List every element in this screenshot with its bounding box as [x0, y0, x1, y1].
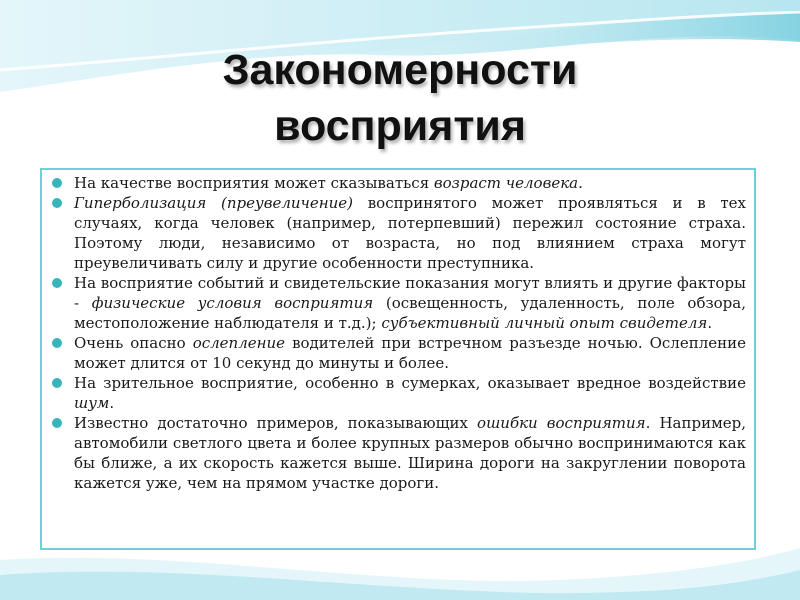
emphasis-text: ошибки восприятия — [477, 414, 646, 432]
bullet-list — [50, 173, 746, 493]
bullet-dot-icon — [52, 178, 62, 188]
list-item — [50, 333, 746, 373]
body-text: На зрительное восприятие, особенно в сумерках, оказывает вредное воздействие — [74, 374, 746, 392]
body-text: (освещенность, удаленность, поле обзора, местоположение наблюдателя и т.д.); — [74, 294, 746, 332]
body-text: . — [578, 174, 583, 192]
body-text: На восприятие событий и свидетельские показания могут влиять и другие факторы - — [74, 274, 746, 312]
list-item — [50, 193, 746, 273]
list-item — [50, 273, 746, 333]
page-title — [0, 42, 800, 154]
list-item — [50, 413, 746, 493]
body-text: . — [109, 394, 115, 412]
bullet-dot-icon — [52, 278, 62, 288]
body-text: воспринятого может проявляться и в тех случаях, когда человек (например, потерпевший) пережил состояние страха. Поэтому люди, независимо от возраста, но под влиянием страха могут преувеличивать силу и другие особенности преступника. — [74, 194, 746, 272]
bullet-dot-icon — [52, 418, 62, 428]
body-text: Известно достаточно примеров, показывающих — [74, 414, 478, 432]
body-text: . Например, автомобили светлого цвета и более крупных размеров обычно воспринимаются как бы ближе, а их скорость кажется выше. Ширина дороги на закруглении поворота кажется уже, чем на прямом участке дороги. — [74, 414, 746, 492]
content-box — [40, 168, 756, 550]
bullet-dot-icon — [52, 198, 62, 208]
emphasis-text: Гиперболизация (преувеличение) — [74, 194, 354, 212]
title-line-1: Закономерности — [222, 46, 578, 94]
emphasis-text: физические условия восприятия — [91, 294, 374, 312]
body-text: . — [707, 314, 713, 332]
body-text: водителей при встречном разъезде ночью. Ослепление может длится от 10 секунд до минуты и более. — [74, 334, 746, 372]
list-item — [50, 373, 746, 413]
emphasis-text: субъективный личный опыт свидетеля — [381, 314, 708, 332]
emphasis-text: возраст человека — [433, 174, 579, 192]
body-text: На качестве восприятия может сказываться — [74, 174, 434, 192]
list-item — [50, 173, 746, 193]
emphasis-text: шум — [74, 394, 110, 412]
body-text: Очень опасно — [74, 334, 193, 352]
title-line-2: восприятия — [274, 102, 526, 150]
bullet-dot-icon — [52, 338, 62, 348]
bullet-dot-icon — [52, 378, 62, 388]
emphasis-text: ослепление — [192, 334, 286, 352]
